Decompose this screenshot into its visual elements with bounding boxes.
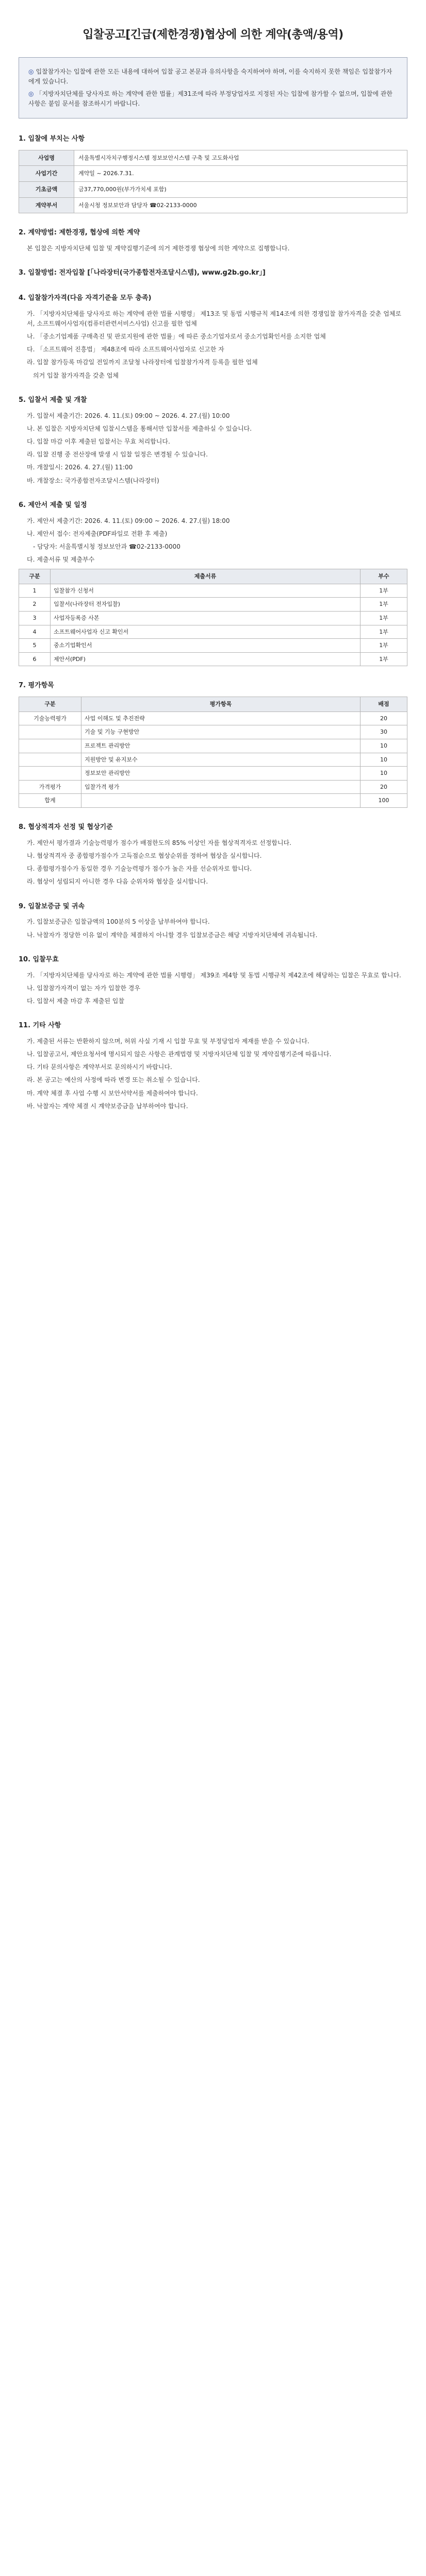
submission-table <box>19 569 407 666</box>
list-item: 라. 입찰 참가등록 마감일 전일까지 조달청 나라장터에 입찰참가자격 등록을 필한 업체 <box>27 359 258 366</box>
list-item: 가. 제안서 제출기간: 2026. 4. 11.(토) 09:00 ~ 2026. 4. 27.(월) 18:00 <box>27 517 230 524</box>
project-info-table <box>19 150 407 213</box>
section-2-body: 본 입찰은 지방자치단체 입찰 및 계약집행기준에 의거 제한경쟁 협상에 의한 계약으로 집행합니다. <box>27 244 290 252</box>
section-10-title: 10. 입찰무효 <box>19 955 59 963</box>
section-3-title: 3. 입찰방법: 전자입찰 [「나라장터(국가종합전자조달시스템), www.g2b.go.kr」] <box>19 269 266 277</box>
list-item: 마. 개찰일시: 2026. 4. 27.(월) 11:00 <box>27 464 133 471</box>
list-item: 다. 제출서류 및 제출부수 <box>27 556 95 564</box>
table-row: 6 제안서(PDF) 1부 <box>19 652 407 666</box>
notice-item: ◎ 「지방자치단체를 당사자로 하는 계약에 관한 법률」제31조에 따라 부정당업자로 지정된 자는 입찰에 참가할 수 없으며, 입찰에 관한 사항은 붙임 문서를 참조하시기 바랍니다. <box>28 90 392 107</box>
section-11-title: 11. 기타 사항 <box>19 1022 61 1030</box>
list-item: 나. 입찰공고서, 제안요청서에 명시되지 않은 사항은 관계법령 및 지방자치단체 입찰 및 계약집행기준에 따릅니다. <box>27 1050 332 1058</box>
section-5-title: 5. 입찰서 제출 및 개찰 <box>19 396 87 404</box>
section-6-title: 6. 제안서 제출 및 일정 <box>19 501 87 509</box>
table-row: 3 사업자등록증 사본 1부 <box>19 612 407 625</box>
table-row: 가격평가 입찰가격 평가 20 <box>19 780 407 794</box>
table-row: 기술능력평가 사업 이해도 및 추진전략 20 <box>19 711 407 725</box>
table-row: 사업명 서울특별시자치구행정시스템 정보보안시스템 구축 및 고도화사업 <box>19 150 407 166</box>
section-8-title: 8. 협상적격자 선정 및 협상기준 <box>19 823 113 831</box>
section-7-title: 7. 평가항목 <box>19 682 54 690</box>
table-row: 사업기간 계약일 ~ 2026.7.31. <box>19 166 407 182</box>
list-item: 바. 개찰장소: 국가종합전자조달시스템(나라장터) <box>27 477 159 484</box>
table-row: 합계 100 <box>19 794 407 808</box>
list-item: 가. 제출된 서류는 반환하지 않으며, 허위 사실 기재 시 입찰 무효 및 부정당업자 제재를 받을 수 있습니다. <box>27 1037 309 1045</box>
list-item: 라. 입찰 진행 중 전산장애 발생 시 입찰 일정은 변경될 수 있습니다. <box>27 451 208 459</box>
circle-bullet-icon: ◎ <box>28 90 34 97</box>
section-1-title: 1. 입찰에 부치는 사항 <box>19 134 85 143</box>
table-row: 1 입찰참가 신청서 1부 <box>19 584 407 598</box>
table-row: 5 중소기업확인서 1부 <box>19 639 407 653</box>
list-item: 나. 낙찰자가 정당한 이유 없이 계약을 체결하지 아니할 경우 입찰보증금은 해당 지방자치단체에 귀속됩니다. <box>27 931 318 939</box>
list-item: 가. 입찰서 제출기간: 2026. 4. 11.(토) 09:00 ~ 2026. 4. 27.(월) 10:00 <box>27 412 230 419</box>
list-item: 가. 입찰보증금은 입찰금액의 100분의 5 이상을 납부하여야 합니다. <box>27 918 210 926</box>
page-title: 입찰공고[긴급(제한경쟁)협상에 의한 계약(총액/용역) <box>83 28 343 41</box>
list-item: 나. 「중소기업제품 구매촉진 및 판로지원에 관한 법률」에 따른 중소기업자로서 중소기업확인서를 소지한 업체 <box>27 333 326 341</box>
list-item: 나. 본 입찰은 지방자치단체 입찰시스템을 통해서만 입찰서를 제출하실 수 있습니다. <box>27 425 252 432</box>
evaluation-table <box>19 697 407 808</box>
list-item: 라. 본 공고는 예산의 사정에 따라 변경 또는 취소될 수 있습니다. <box>27 1076 200 1084</box>
section-4-note: 의거 입찰 참가자격을 갖춘 업체 <box>33 371 119 379</box>
list-item: 라. 협상이 성립되지 아니한 경우 다음 순위자와 협상을 실시합니다. <box>27 878 208 886</box>
list-item: - 담당자: 서울특별시청 정보보안과 ☎02-2133-0000 <box>33 543 181 550</box>
section-9-title: 9. 입찰보증금 및 귀속 <box>19 902 85 910</box>
table-row: 프로젝트 관리방안 10 <box>19 739 407 753</box>
table-header-row: 구분 평가항목 배점 <box>19 697 407 712</box>
list-item: 다. 종합평가점수가 동일한 경우 기술능력평가 점수가 높은 자를 선순위자로 합니다. <box>27 865 252 873</box>
circle-bullet-icon: ◎ <box>28 68 34 76</box>
notice-box <box>19 57 407 118</box>
list-item: 다. 입찰서 제출 마감 후 제출된 입찰 <box>27 997 124 1005</box>
table-row: 지원방안 및 유지보수 10 <box>19 753 407 767</box>
table-row: 4 소프트웨어사업자 신고 확인서 1부 <box>19 625 407 639</box>
list-item: 다. 기타 문의사항은 계약부서로 문의하시기 바랍니다. <box>27 1063 172 1071</box>
table-row: 기초금액 금37,770,000원(부가가치세 포함) <box>19 181 407 197</box>
notice-item: ◎ 입찰참가자는 입찰에 관한 모든 내용에 대하여 입찰 공고 본문과 유의사항을 숙지하여야 하며, 이를 숙지하지 못한 책임은 입찰참가자에게 있습니다. <box>28 68 392 86</box>
section-4-title: 4. 입찰참가자격(다음 자격기준을 모두 충족) <box>19 294 152 302</box>
table-row: 기술 및 기능 구현방안 30 <box>19 725 407 739</box>
list-item: 나. 협상적격자 중 종합평가점수가 고득점순으로 협상순위를 정하여 협상을 실시합니다. <box>27 852 262 859</box>
list-item: 다. 입찰 마감 이후 제출된 입찰서는 무효 처리합니다. <box>27 437 170 445</box>
list-item: 가. 「지방자치단체를 당사자로 하는 계약에 관한 법률 시행령」 제39조 제4항 및 동법 시행규칙 제42조에 해당하는 입찰은 무효로 합니다. <box>27 971 401 979</box>
table-row: 계약부서 서울시청 정보보안과 담당자 ☎02-2133-0000 <box>19 197 407 213</box>
section-2-title: 2. 계약방법: 제한경쟁, 협상에 의한 계약 <box>19 229 140 237</box>
list-item: 다. 「소프트웨어 진흥법」 제48조에 따라 소프트웨어사업자로 신고한 자 <box>27 346 224 353</box>
table-row: 2 입찰서(나라장터 전자입찰) 1부 <box>19 598 407 612</box>
list-item: 나. 입찰참가자격이 없는 자가 입찰한 경우 <box>27 984 140 992</box>
list-item: 가. 「지방자치단체를 당사자로 하는 계약에 관한 법률 시행령」 제13조 및 동법 시행규칙 제14조에 의한 경쟁입찰 참가자격을 갖춘 업체로서, 소프트웨어사업자(컴퓨터관련서비스사업) 신고를 필한 업체 <box>27 310 401 327</box>
list-item: 바. 낙찰자는 계약 체결 시 계약보증금을 납부하여야 합니다. <box>27 1102 188 1110</box>
table-header-row: 구분 제출서류 부수 <box>19 569 407 584</box>
list-item: 나. 제안서 접수: 전자제출(PDF파일로 전환 후 제출) <box>27 530 168 537</box>
list-item: 마. 계약 체결 후 사업 수행 시 보안서약서를 제출하여야 합니다. <box>27 1089 198 1097</box>
list-item: 가. 제안서 평가결과 기술능력평가 점수가 배점한도의 85% 이상인 자를 협상적격자로 선정합니다. <box>27 839 291 846</box>
table-row: 정보보안 관리방안 10 <box>19 767 407 781</box>
